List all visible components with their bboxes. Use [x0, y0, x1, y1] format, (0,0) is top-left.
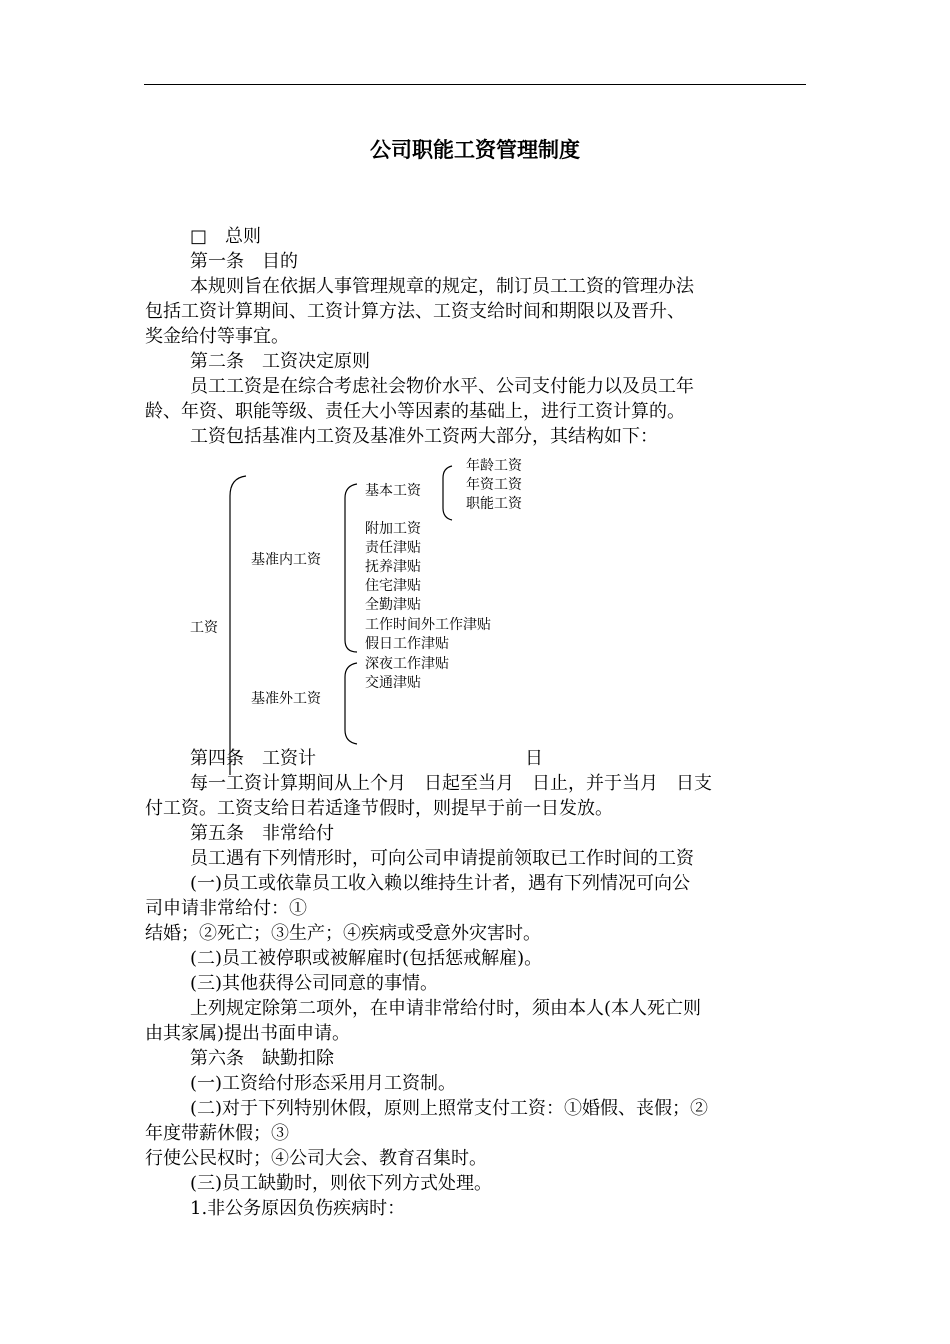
- diagram-inner-item: 附加工资: [365, 521, 421, 537]
- paragraph-line: 由其家属)提出书面申请。: [145, 1023, 351, 1044]
- diagram-inner-item: 住宅津贴: [365, 578, 421, 594]
- paragraph-line: (二)员工被停职或被解雇时(包括惩戒解雇)。: [190, 948, 543, 969]
- paragraph-line: (一)工资给付形态采用月工资制。: [190, 1073, 457, 1094]
- paragraph-line: (一)员工或依靠员工收入赖以维持生计者，遇有下列情况可向公: [190, 873, 691, 894]
- paragraph-line: 员工遇有下列情形时，可向公司申请提前领取已工作时间的工资: [190, 848, 694, 869]
- paragraph-line: (二)对于下列特别休假，原则上照常支付工资：①婚假、丧假；②: [190, 1098, 709, 1119]
- document-title: 公司职能工资管理制度: [370, 138, 580, 162]
- basic-bracket: [443, 466, 452, 520]
- paragraph-line: 付工资。工资支给日若适逢节假时，则提早于前一日发放。: [145, 798, 613, 819]
- diagram-inner-item: 全勤津贴: [365, 597, 421, 613]
- article-heading: 第六条 缺勤扣除: [190, 1048, 334, 1069]
- paragraph-line: 工资包括基准内工资及基准外工资两大部分，其结构如下：: [190, 426, 658, 447]
- article-heading: 第一条 目的: [190, 251, 298, 272]
- paragraph-line: 司申请非常给付：①: [145, 898, 307, 919]
- article-heading: 第二条 工资决定原则: [190, 351, 370, 372]
- diagram-inner-salary: 基准内工资: [251, 552, 321, 568]
- paragraph-line: (三)员工缺勤时，则依下列方式处理。: [190, 1173, 493, 1194]
- article-heading-tail: 日: [525, 748, 543, 769]
- paragraph-line: 员工工资是在综合考虑社会物价水平、公司支付能力以及员工年: [190, 376, 694, 397]
- diagram-basic-item: 年龄工资: [466, 458, 522, 474]
- diagram-outer-salary: 基准外工资: [251, 691, 321, 707]
- diagram-outer-item: 交通津贴: [365, 675, 421, 691]
- paragraph-line: 本规则旨在依据人事管理规章的规定，制订员工工资的管理办法: [190, 276, 694, 297]
- article-heading: 第五条 非常给付: [190, 823, 334, 844]
- paragraph-line: 1.非公务原因负伤疾病时：: [190, 1198, 406, 1219]
- diagram-outer-item: 深夜工作津贴: [365, 656, 449, 672]
- diagram-basic-salary: 基本工资: [365, 483, 421, 499]
- paragraph-line: 年度带薪休假；③: [145, 1123, 289, 1144]
- diagram-basic-item: 职能工资: [466, 496, 522, 512]
- article-heading: 第四条 工资计: [190, 748, 316, 769]
- diagram-inner-item: 责任津贴: [365, 540, 421, 556]
- header-rule: [144, 84, 806, 85]
- section-heading: □ 总则: [190, 226, 262, 247]
- diagram-inner-item: 抚养津贴: [365, 559, 421, 575]
- paragraph-line: 结婚；②死亡；③生产；④疾病或受意外灾害时。: [145, 923, 541, 944]
- diagram-root: 工资: [190, 620, 218, 636]
- outer-bracket: [345, 663, 357, 744]
- paragraph-line: 上列规定除第二项外，在申请非常给付时，须由本人(本人死亡则: [190, 998, 702, 1019]
- root-bracket: [230, 476, 246, 775]
- paragraph-line: 奖金给付等事宜。: [145, 326, 289, 347]
- paragraph-line: 行使公民权时；④公司大会、教育召集时。: [145, 1148, 487, 1169]
- inner-bracket: [345, 484, 357, 652]
- paragraph-line: 每一工资计算期间从上个月 日起至当月 日止，并于当月 日支: [190, 773, 712, 794]
- paragraph-line: (三)其他获得公司同意的事情。: [190, 973, 439, 994]
- diagram-inner-item: 工作时间外工作津贴: [365, 617, 491, 633]
- paragraph-line: 包括工资计算期间、工资计算方法、工资支给时间和期限以及晋升、: [145, 301, 685, 322]
- diagram-basic-item: 年资工资: [466, 477, 522, 493]
- paragraph-line: 龄、年资、职能等级、责任大小等因素的基础上，进行工资计算的。: [145, 401, 685, 422]
- diagram-inner-item: 假日工作津贴: [365, 636, 449, 652]
